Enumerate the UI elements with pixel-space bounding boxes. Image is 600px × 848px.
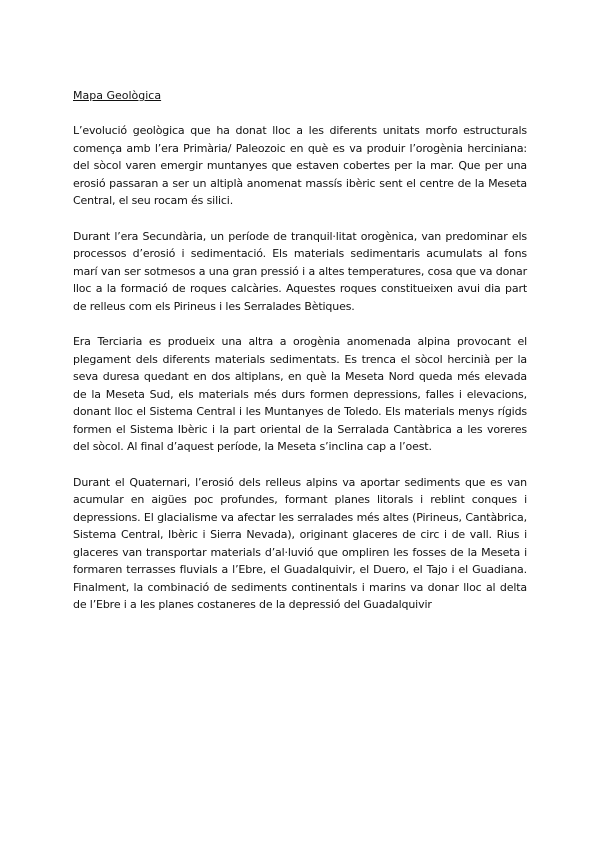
paragraph-quaternary-era: Durant el Quaternari, l’erosió dels relleus alpins va aportar sediments que es van acumular en aigües poc profundes, formant planes litorals i reblint conques i depressions. El glacialisme va afectar les serralades més altes (Pirineus, Cantàbrica, Sistema Central, Ibèric i Sierra Nevada), originant glaceres de circ i de vall. Rius i glaceres van transportar materials d’al·luvió que ompliren les fosses de la Meseta i formaren terrasses fluvials a l’Ebre, el Guadalquivir, el Duero, el Tajo i el Guadiana. Finalment, la combinació de sediments continentals i marins va donar lloc al delta de l’Ebre i a les planes costaneres de la depressió del Guadalquivir <box>73 475 527 611</box>
paragraph-tertiary-era: Era Terciaria es produeix una altra a orogènia anomenada alpina provocant el plegament dels diferents materials sedimentats. Es trenca el sòcol hercinià per la seva duresa quedant en dos altiplans, en què la Meseta Nord queda més elevada de la Meseta Sud, els materials més durs formen depressions, falles i elevacions, donant lloc el Sistema Central i les Muntanyes de Toledo. Els materials menys rígids formen el Sistema Ibèric i la part oriental de la Serralada Cantàbrica a les voreres del sòcol. Al final d’aquest període, la Meseta s’inclina cap a l’oest. <box>73 335 527 453</box>
document-title: Mapa Geològica <box>73 89 162 102</box>
paragraph-secondary-era: Durant l’era Secundària, un període de tranquil·litat orogènica, van predominar els processos d’erosió i sedimentació. Els materials sedimentaris acumulats al fons marí van ser sotmesos a una gran pressió i a altes temperatures, cosa que va donar lloc a la formació de roques calcàries. Aquestes roques constitueixen avui dia part de relleus com els Pirineus i les Serralades Bètiques. <box>73 229 527 313</box>
paragraph-primary-era: L’evolució geològica que ha donat lloc a les diferents unitats morfo estructurals comença amb l’era Primària/ Paleozoic en què es va produir l’orogènia herciniana: del sòcol varen emergir muntanyes que estaven cobertes per la mar. Que per una erosió passaran a ser un altiplà anomenat massís ibèric sent el centre de la Meseta Central, el seu rocam és silici. <box>73 124 527 207</box>
